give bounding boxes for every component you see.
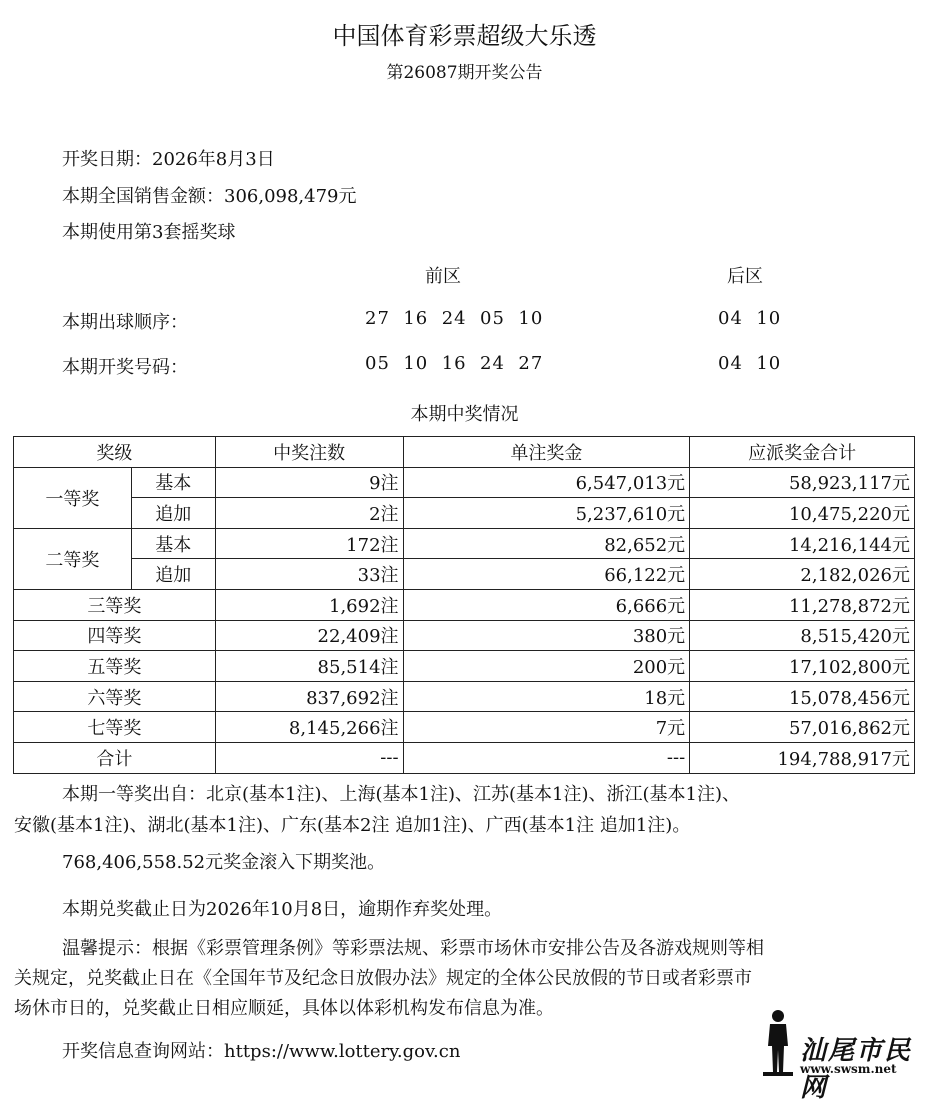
amount-cell: 6,547,013元 xyxy=(403,467,690,498)
level-label: 七等奖 xyxy=(14,712,216,743)
level-label: 五等奖 xyxy=(14,651,216,682)
count-cell: --- xyxy=(215,742,403,773)
tip-line1: 温馨提示：根据《彩票管理条例》等彩票法规、彩票市场休市安排公告及各游戏规则等相 xyxy=(62,938,764,959)
total-cell: 2,182,026元 xyxy=(690,559,915,590)
ball-set: 本期使用第3套摇奖球 xyxy=(62,222,236,243)
level-label: 四等奖 xyxy=(14,620,216,651)
website-line: 开奖信息查询网站：https://www.lottery.gov.cn xyxy=(62,1041,461,1062)
draw-order-label: 本期出球顺序： xyxy=(62,312,188,333)
draw-date: 开奖日期：2026年8月3日 xyxy=(62,149,275,170)
sub-label: 基本 xyxy=(131,528,215,559)
page-title: 中国体育彩票超级大乐透 xyxy=(332,22,597,50)
first-prize-label: 一等奖 xyxy=(14,467,132,528)
table-row xyxy=(14,498,915,529)
back-zone-label: 后区 xyxy=(727,266,763,287)
sub-label: 追加 xyxy=(131,498,215,529)
header-count: 中奖注数 xyxy=(215,437,403,468)
header-total: 应派奖金合计 xyxy=(690,437,915,468)
draw-order-back: 04 10 xyxy=(718,308,782,329)
count-cell: 85,514注 xyxy=(215,651,403,682)
sub-label: 基本 xyxy=(131,467,215,498)
sales-amount: 本期全国销售金额：306,098,479元 xyxy=(62,186,357,207)
level-label: 三等奖 xyxy=(14,589,216,620)
winning-number-back: 04 10 xyxy=(718,353,782,374)
page-subtitle: 第26087期开奖公告 xyxy=(386,63,543,83)
front-zone-label: 前区 xyxy=(425,266,461,287)
total-label: 合计 xyxy=(14,742,216,773)
watermark-url: www.swsm.net xyxy=(800,1062,897,1076)
first-prize-origin-line2: 安徽(基本1注)、湖北(基本1注)、广东(基本2注 追加1注)、广西(基本1注 追加1注)。 xyxy=(14,815,691,836)
table-total-row xyxy=(14,742,915,773)
table-row xyxy=(14,681,915,712)
header-level: 奖级 xyxy=(14,437,216,468)
amount-cell: 5,237,610元 xyxy=(403,498,690,529)
table-row xyxy=(14,712,915,743)
amount-cell: 18元 xyxy=(403,681,690,712)
total-cell: 10,475,220元 xyxy=(690,498,915,529)
prize-table xyxy=(13,436,915,774)
amount-cell: 6,666元 xyxy=(403,589,690,620)
count-cell: 172注 xyxy=(215,528,403,559)
count-cell: 9注 xyxy=(215,467,403,498)
rollover-note: 768,406,558.52元奖金滚入下期奖池。 xyxy=(62,852,386,873)
table-header-row xyxy=(14,437,915,468)
count-cell: 837,692注 xyxy=(215,681,403,712)
header-amount: 单注奖金 xyxy=(403,437,690,468)
first-prize-origin-line1: 本期一等奖出自：北京(基本1注)、上海(基本1注)、江苏(基本1注)、浙江(基本1注)、 xyxy=(62,784,740,805)
amount-cell: 200元 xyxy=(403,651,690,682)
table-row xyxy=(14,528,915,559)
total-cell: 58,923,117元 xyxy=(690,467,915,498)
amount-cell: 7元 xyxy=(403,712,690,743)
amount-cell: 66,122元 xyxy=(403,559,690,590)
total-cell: 14,216,144元 xyxy=(690,528,915,559)
table-row xyxy=(14,651,915,682)
total-cell: 11,278,872元 xyxy=(690,589,915,620)
total-cell: 8,515,420元 xyxy=(690,620,915,651)
table-row xyxy=(14,620,915,651)
amount-cell: --- xyxy=(403,742,690,773)
count-cell: 33注 xyxy=(215,559,403,590)
total-cell: 17,102,800元 xyxy=(690,651,915,682)
table-row xyxy=(14,467,915,498)
tip-line2: 关规定，兑奖截止日在《全国年节及纪念日放假办法》规定的全体公民放假的节日或者彩票市 xyxy=(14,968,752,989)
total-cell: 57,016,862元 xyxy=(690,712,915,743)
count-cell: 1,692注 xyxy=(215,589,403,620)
watermark-logo-text: 汕尾市民网 xyxy=(800,1036,913,1103)
count-cell: 22,409注 xyxy=(215,620,403,651)
count-cell: 2注 xyxy=(215,498,403,529)
draw-order-front: 27 16 24 05 10 xyxy=(365,308,544,329)
second-prize-label: 二等奖 xyxy=(14,528,132,589)
amount-cell: 82,652元 xyxy=(403,528,690,559)
total-cell: 15,078,456元 xyxy=(690,681,915,712)
table-row xyxy=(14,559,915,590)
deadline-note: 本期兑奖截止日为2026年10月8日，逾期作弃奖处理。 xyxy=(62,899,503,920)
tip-line3: 场休市日的，兑奖截止日相应顺延，具体以体彩机构发布信息为准。 xyxy=(14,998,554,1019)
winning-number-label: 本期开奖号码： xyxy=(62,357,188,378)
grand-total-cell: 194,788,917元 xyxy=(690,742,915,773)
count-cell: 8,145,266注 xyxy=(215,712,403,743)
amount-cell: 380元 xyxy=(403,620,690,651)
table-caption: 本期中奖情况 xyxy=(410,404,519,425)
table-row xyxy=(14,589,915,620)
level-label: 六等奖 xyxy=(14,681,216,712)
sub-label: 追加 xyxy=(131,559,215,590)
winning-number-front: 05 10 16 24 27 xyxy=(365,353,544,374)
